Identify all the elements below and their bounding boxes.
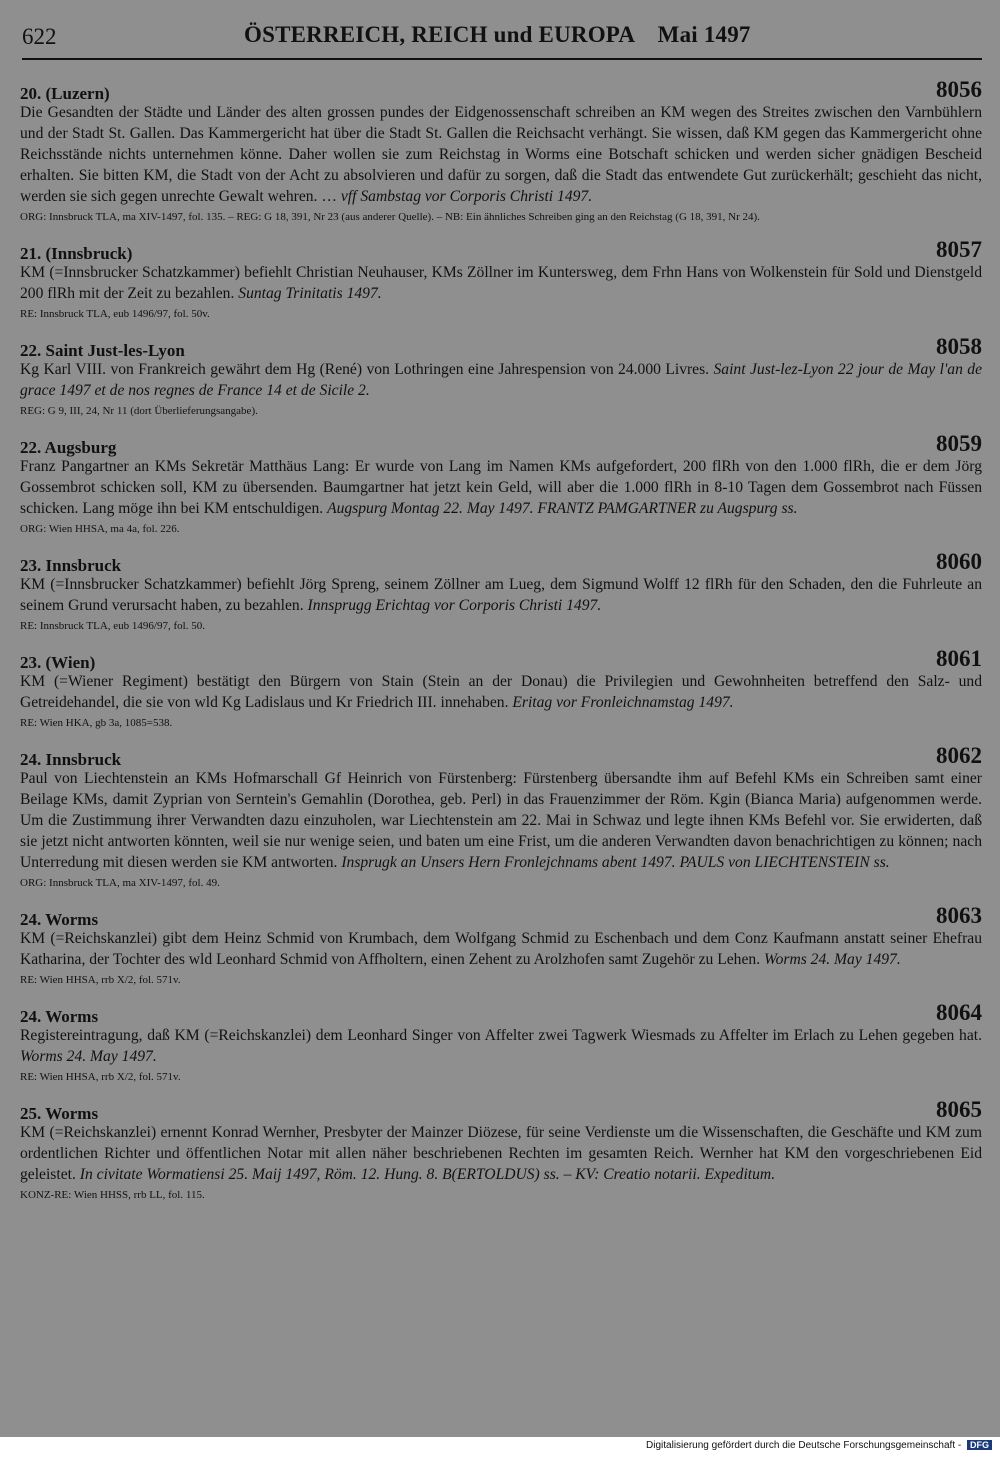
entry-header bbox=[20, 646, 982, 672]
entry-text: Kg Karl VIII. von Frankreich gewährt dem Hg (René) von Lothringen eine Jahrespension von 24.000 Livres. bbox=[20, 361, 710, 378]
running-title: ÖSTERREICH, REICH und EUROPA Mai 1497 bbox=[244, 22, 751, 47]
entry-source: RE: Wien HKA, gb 3a, 1085=538. bbox=[20, 717, 173, 729]
entry-header bbox=[20, 334, 982, 360]
entry-body bbox=[20, 456, 982, 519]
entry-text: KM (=Innsbrucker Schatzkammer) befiehlt Jörg Spreng, seinem Zöllner am Lueg, dem Sigmund Wolff 12 flRh für den Schaden, den die Fuhrleute an seinem Grund verursacht haben, zu bezahlen. bbox=[20, 576, 982, 614]
entry-8059 bbox=[20, 431, 982, 537]
entry-number: 8056 bbox=[936, 77, 982, 102]
entry-header bbox=[20, 237, 982, 263]
entry-number: 8065 bbox=[936, 1097, 982, 1122]
entry-date: Worms 24. May 1497. bbox=[764, 951, 901, 968]
entry-body bbox=[20, 102, 982, 207]
entry-number: 8063 bbox=[936, 903, 982, 928]
entry-date: Augspurg Montag 22. May 1497. FRANTZ PAMGARTNER zu Augspurg ss. bbox=[327, 500, 798, 517]
entry-date: Insprugk an Unsers Hern Fronlejchnams abent 1497. PAULS von LIECHTENSTEIN ss. bbox=[341, 854, 890, 871]
entry-date: Worms 24. May 1497. bbox=[20, 1048, 157, 1065]
entry-title: 21. (Innsbruck) bbox=[20, 244, 133, 263]
entry-8064 bbox=[20, 1000, 982, 1085]
entry-title: 20. (Luzern) bbox=[20, 84, 110, 103]
entry-body bbox=[20, 359, 982, 401]
entry-body bbox=[20, 574, 982, 616]
entry-source: KONZ-RE: Wien HHSS, rrb LL, fol. 115. bbox=[20, 1189, 205, 1201]
entry-8065 bbox=[20, 1097, 982, 1203]
entry-text: KM (=Reichskanzlei) gibt dem Heinz Schmid von Krumbach, dem Wolfgang Schmid zu Eschenbach und dem Conz Kaufmann anstatt seiner Ehefrau Katharina, der Tochter des wld Leonhard Schmid von Affholtern, einen Zehent zu Arolzhofen samt Zugehör zu Lehen. bbox=[20, 930, 982, 968]
entry-header bbox=[20, 549, 982, 575]
entry-text: KM (=Innsbrucker Schatzkammer) befiehlt Christian Neuhauser, KMs Zöllner im Kuntersweg, dem Frhn Hans von Wolkenstein für Sold und Dienstgeld 200 flRh mit der Zeit zu bezahlen. bbox=[20, 264, 982, 302]
entry-number: 8058 bbox=[936, 334, 982, 359]
entry-date: Suntag Trinitatis 1497. bbox=[238, 285, 382, 302]
entry-number: 8061 bbox=[936, 646, 982, 671]
entry-title: 24. Worms bbox=[20, 1007, 99, 1026]
entry-body bbox=[20, 671, 982, 713]
entry-title: 22. Saint Just-les-Lyon bbox=[20, 341, 185, 360]
entry-date: Eritag vor Fronleichnamstag 1497. bbox=[512, 694, 734, 711]
entry-date: Saint Just-lez-Lyon 22 jour de May l'an de grace 1497 et de nos regnes de France 14 et de Sicile 2. bbox=[20, 361, 983, 399]
entry-date: In civitate Wormatiensi 25. Maij 1497, Röm. 12. Hung. 8. B(ERTOLDUS) ss. – KV: Creatio notarii. Expeditum. bbox=[79, 1166, 776, 1183]
entry-header bbox=[20, 77, 982, 103]
entry-source: RE: Innsbruck TLA, eub 1496/97, fol. 50v. bbox=[20, 308, 210, 320]
entry-body bbox=[20, 928, 982, 970]
entry-header bbox=[20, 1000, 982, 1026]
entry-title: 23. (Wien) bbox=[20, 653, 96, 672]
entry-source: REG: G 9, III, 24, Nr 11 (dort Überlieferungsangabe). bbox=[20, 405, 258, 417]
entry-8062 bbox=[20, 743, 982, 891]
entry-date: vff Sambstag vor Corporis Christi 1497. bbox=[340, 188, 593, 205]
entry-source: RE: Wien HHSA, rrb X/2, fol. 571v. bbox=[20, 1071, 181, 1083]
entry-text: KM (=Wiener Regiment) bestätigt den Bürgern von Stain (Stein an der Donau) die Privilegien und Gewohnheiten betreffend den Salz- und Getreidehandel, die sie von wld Kg Ladislaus und Kr Friedrich III. innehaben. bbox=[20, 673, 982, 711]
entry-8060 bbox=[20, 549, 982, 634]
entry-number: 8060 bbox=[936, 549, 982, 574]
entry-source: ORG: Wien HHSA, ma 4a, fol. 226. bbox=[20, 523, 180, 535]
entry-number: 8057 bbox=[936, 237, 982, 262]
entry-8063 bbox=[20, 903, 982, 988]
page-number: 622 bbox=[22, 24, 57, 49]
entry-header bbox=[20, 1097, 982, 1123]
entry-8057 bbox=[20, 237, 982, 322]
entry-source: ORG: Innsbruck TLA, ma XIV-1497, fol. 135. – REG: G 18, 391, Nr 23 (aus anderer Quelle). – NB: Ein ähnliches Schreiben ging an den Reichstag (G 18, 391, Nr 24). bbox=[20, 211, 760, 223]
entry-source: RE: Wien HHSA, rrb X/2, fol. 571v. bbox=[20, 974, 181, 986]
entry-body bbox=[20, 262, 982, 304]
entry-source: RE: Innsbruck TLA, eub 1496/97, fol. 50. bbox=[20, 620, 205, 632]
entry-number: 8064 bbox=[936, 1000, 982, 1025]
footer-credit: Digitalisierung gefördert durch die Deutsche Forschungsgemeinschaft - bbox=[646, 1440, 962, 1451]
entry-title: 25. Worms bbox=[20, 1104, 99, 1123]
entry-title: 22. Augsburg bbox=[20, 438, 117, 457]
entry-text: Paul von Liechtenstein an KMs Hofmarschall Gf Heinrich von Fürstenberg: Fürstenberg übersandte ihm auf Befehl KMs ein Schreiben samt einer Beilage KMs, damit Zyprian von Serntein's Gemahlin (Dorothea, geb. Perl) in das Frauenzimmer der Röm. Kgin (Bianca Maria) aufgenommen werde. Um die Zustimmung ihrer Verwandten dazu einzuholen, war Liechtenstein am 22. Mai in Schwaz und legte ihnen KMs Befehl vor. Sie erwiderten, daß sie jetzt nicht antworten könnten, weil sie nur wenige seien, und baten um eine Frist, um die anderen Verwandten davon benachrichtigen zu können; nach Unterredung mit diesen werden sie KM antworten. bbox=[20, 770, 982, 871]
entry-number: 8059 bbox=[936, 431, 982, 456]
entry-body bbox=[20, 1025, 982, 1067]
entry-source: ORG: Innsbruck TLA, ma XIV-1497, fol. 49. bbox=[20, 877, 220, 889]
entry-text: Die Gesandten der Städte und Länder des alten grossen pundes der Eidgenossenschaft schreiben an KM wegen des Streites zwischen den Varnbühlern und der Stadt St. Gallen. Das Kammergericht hat über die Stadt St. Gallen die Reichsacht verhängt. Sie wissen, daß KM gegen das Kammergericht ohne Reichsstände nichts unternehmen könne. Daher wollen sie zum Reichstag in Worms eine Botschaft schicken und werden sicher gnädigen Bescheid erhalten. Sie bitten KM, die Stadt von der Acht zu absolvieren und dafür zu sorgen, daß die Stadt das entwendete Gut zurückerhält; geschieht das nicht, werden sie sich gegen unrechte Gewalt wehren. … bbox=[20, 104, 982, 205]
entry-date: Innsprugg Erichtag vor Corporis Christi 1497. bbox=[307, 597, 602, 614]
entry-header bbox=[20, 431, 982, 457]
page-footer bbox=[646, 1440, 992, 1451]
entry-title: 24. Innsbruck bbox=[20, 750, 122, 769]
entries-list bbox=[20, 77, 983, 1218]
entry-text: Franz Pangartner an KMs Sekretär Matthäus Lang: Er wurde von Lang im Namen KMs aufgefordert, 200 flRh von den 1.000 flRh, die er dem Jörg Gossembrot schicken soll, KM zu übersenden. Baumgartner hat jetzt kein Geld, will aber die 1.000 flRh in 8-10 Tagen dem Gossembrot nach Füssen schicken. Lang möge ihn bei KM entschuldigen. bbox=[20, 458, 982, 517]
entry-8058 bbox=[20, 334, 983, 419]
entry-header bbox=[20, 903, 982, 929]
entry-body bbox=[20, 1122, 982, 1185]
entry-body bbox=[20, 768, 982, 873]
entry-8061 bbox=[20, 646, 982, 731]
entry-title: 23. Innsbruck bbox=[20, 556, 122, 575]
entry-header bbox=[20, 743, 982, 769]
page-header bbox=[22, 18, 982, 60]
entry-title: 24. Worms bbox=[20, 910, 99, 929]
entry-number: 8062 bbox=[936, 743, 982, 768]
entry-text: Registereintragung, daß KM (=Reichskanzlei) dem Leonhard Singer von Affelter zwei Tagwerk Wiesmads zu Affelter im Erlach zu Lehen gegeben hat. bbox=[20, 1027, 982, 1044]
dfg-logo: DFG bbox=[967, 1440, 992, 1450]
entry-8056 bbox=[20, 77, 982, 225]
entry-text: KM (=Reichskanzlei) ernennt Konrad Wernher, Presbyter der Mainzer Diözese, für seine Verdienste um die Wissenschaften, die Geschäfte und KM zum ordentlichen Richter und öffentlichen Notar mit allen näher beschriebenen Rechten im gesamten Reich. Wernher hat KM den vorgeschriebenen Eid geleistet. bbox=[20, 1124, 982, 1183]
